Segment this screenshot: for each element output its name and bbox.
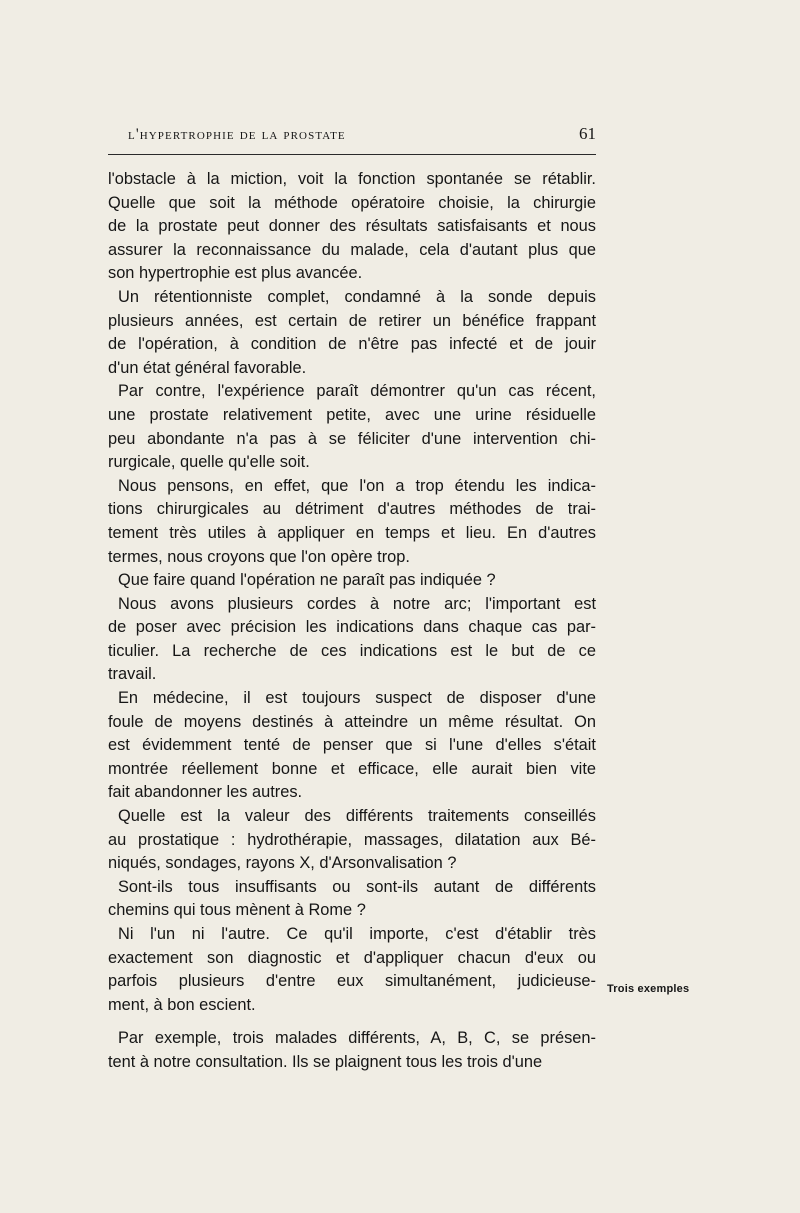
text-line: plusieurs années, est certain de retirer un bénéfice frappant (108, 311, 596, 330)
paragraph (108, 1027, 596, 1074)
paragraph (108, 380, 596, 474)
paragraph (108, 569, 596, 593)
margin-note: Trois exemples (607, 983, 690, 995)
text-line: une prostate relativement petite, avec une urine résiduelle (108, 405, 596, 424)
text-line: termes, nous croyons que l'on opère trop. (108, 547, 410, 566)
text-line: ment, à bon escient. (108, 995, 256, 1014)
text-line: tement très utiles à appliquer en temps et lieu. En d'autres (108, 523, 596, 542)
text-line: est évidemment tenté de penser que si l'une d'elles s'était (108, 736, 596, 755)
paragraph (108, 168, 596, 286)
text-line: au prostatique : hydrothérapie, massages, dilatation aux Bé- (108, 830, 596, 849)
text-line: Un rétentionniste complet, condamné à la sonde depuis (118, 287, 596, 306)
paragraph (108, 876, 596, 923)
text-line: Par contre, l'expérience paraît démontrer qu'un cas récent, (118, 382, 596, 401)
page-number: 61 (579, 124, 596, 143)
paragraph (108, 286, 596, 380)
page-header (108, 120, 596, 150)
text-line: tent à notre consultation. Ils se plaignent tous les trois d'une (108, 1052, 543, 1071)
text-line: chemins qui tous mènent à Rome ? (108, 901, 366, 920)
text-line: de l'opération, à condition de n'être pas infecté et de jouir (108, 335, 596, 354)
paragraph (108, 593, 596, 687)
text-line: tions chirurgicales au détriment d'autres méthodes de trai- (108, 500, 596, 519)
text-line: fait abandonner les autres. (108, 783, 303, 802)
text-line: rurgicale, quelle qu'elle soit. (108, 453, 310, 472)
text-line: foule de moyens destinés à atteindre un même résultat. On (108, 712, 596, 731)
paragraph (108, 923, 596, 1017)
text-line: Que faire quand l'opération ne paraît pas indiquée ? (118, 571, 496, 590)
paragraph (108, 687, 596, 805)
text-line: Quelle est la valeur des différents traitements conseillés (118, 807, 596, 826)
text-line: assurer la reconnaissance du malade, cela d'autant plus que (108, 240, 596, 259)
text-line: ticulier. La recherche de ces indications est le but de ce (108, 641, 596, 660)
text-line: niqués, sondages, rayons X, d'Arsonvalisation ? (108, 854, 457, 873)
text-line: de poser avec précision les indications dans chaque cas par- (108, 618, 596, 637)
text-line: de la prostate peut donner des résultats satisfaisants et nous (108, 217, 596, 236)
text-line: Sont-ils tous insuffisants ou sont-ils autant de différents (118, 877, 596, 896)
text-line: Par exemple, trois malades différents, A, B, C, se présen- (118, 1029, 596, 1048)
text-line: exactement son diagnostic et d'appliquer chacun d'eux ou (108, 948, 596, 967)
text-line: Ni l'un ni l'autre. Ce qu'il importe, c'est d'établir très (118, 925, 596, 943)
text-line: son hypertrophie est plus avancée. (108, 264, 363, 283)
text-line: En médecine, il est toujours suspect de disposer d'une (118, 689, 596, 708)
text-line: peu abondante n'a pas à se féliciter d'une intervention chi- (108, 429, 596, 448)
text-line: Quelle que soit la méthode opératoire choisie, la chirurgie (108, 193, 596, 212)
header-rule (108, 154, 596, 155)
paragraph (108, 805, 596, 876)
running-title: l'hypertrophie de la prostate (128, 126, 346, 143)
text-line: travail. (108, 665, 157, 684)
body-text (108, 168, 596, 1075)
text-line: parfois plusieurs d'entre eux simultanément, judicieuse- (108, 972, 596, 991)
text-line: Nous avons plusieurs cordes à notre arc; l'important est (118, 594, 596, 613)
paragraph (108, 475, 596, 569)
text-line: l'obstacle à la miction, voit la fonction spontanée se rétablir. (108, 170, 596, 188)
text-line: Nous pensons, en effet, que l'on a trop étendu les indica- (118, 476, 596, 495)
text-line: d'un état général favorable. (108, 358, 307, 377)
text-line: montrée réellement bonne et efficace, elle aurait bien vite (108, 759, 596, 778)
